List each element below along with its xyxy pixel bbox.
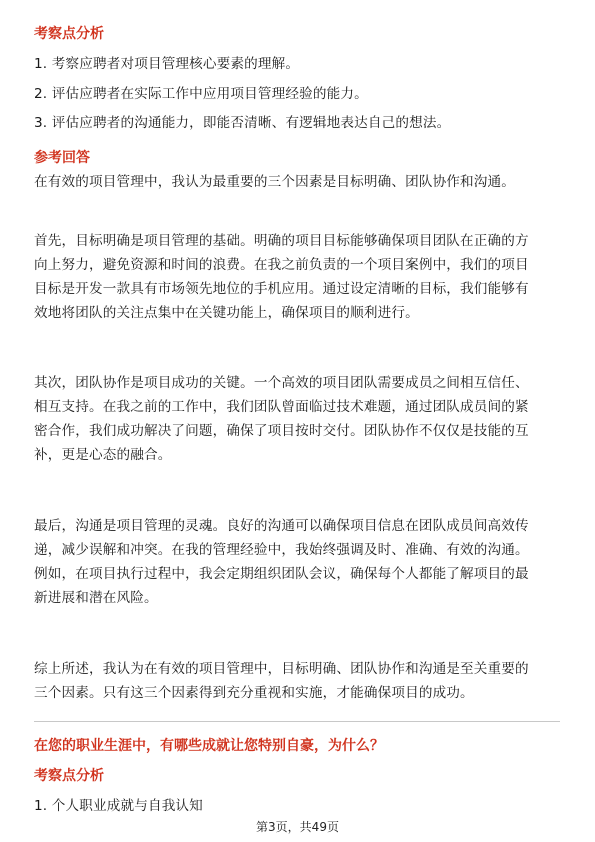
answer-paragraph-goal xyxy=(34,229,564,325)
paragraph-line: 综上所述，我认为在有效的项目管理中，目标明确、团队协作和沟通是至关重要的 xyxy=(34,661,529,677)
paragraph-line: 最后，沟通是项目管理的灵魂。良好的沟通可以确保项目信息在团队成员间高效传 xyxy=(34,518,529,534)
paragraph-line: 目标是开发一款具有市场领先地位的手机应用。通过设定清晰的目标，我们能够有 xyxy=(34,281,529,297)
answer-heading: 参考回答 xyxy=(34,150,90,166)
analysis-heading: 考察点分析 xyxy=(34,26,104,42)
paragraph-line: 例如，在项目执行过程中，我会定期组织团队会议，确保每个人都能了解项目的最 xyxy=(34,566,529,582)
analysis-item: 2. 评估应聘者在实际工作中应用项目管理经验的能力。 xyxy=(34,86,368,102)
paragraph-line: 相互支持。在我之前的工作中，我们团队曾面临过技术难题，通过团队成员间的紧 xyxy=(34,399,529,415)
paragraph-line: 新进展和潜在风险。 xyxy=(34,590,158,606)
analysis-item: 1. 考察应聘者对项目管理核心要素的理解。 xyxy=(34,56,300,72)
paragraph-line: 递，减少误解和冲突。在我的管理经验中，我始终强调及时、准确、有效的沟通。 xyxy=(34,542,529,558)
paragraph-line: 其次，团队协作是项目成功的关键。一个高效的项目团队需要成员之间相互信任、 xyxy=(34,375,529,391)
answer-paragraph-communication xyxy=(34,514,564,610)
paragraph-line: 补，更是心态的融合。 xyxy=(34,447,172,463)
paragraph-line: 向上努力，避免资源和时间的浪费。在我之前负责的一个项目案例中，我们的项目 xyxy=(34,257,529,273)
answer-paragraph-teamwork xyxy=(34,371,564,467)
paragraph-line: 首先，目标明确是项目管理的基础。明确的项目目标能够确保项目团队在正确的方 xyxy=(34,233,529,249)
question-heading: 在您的职业生涯中，有哪些成就让您特别自豪，为什么？ xyxy=(34,738,384,754)
section-divider xyxy=(34,721,560,722)
analysis-item: 3. 评估应聘者的沟通能力，即能否清晰、有逻辑地表达自己的想法。 xyxy=(34,115,451,131)
paragraph-line: 三个因素。只有这三个因素得到充分重视和实施，才能确保项目的成功。 xyxy=(34,685,474,701)
answer-paragraph-intro xyxy=(34,170,564,194)
answer-paragraph-summary xyxy=(34,657,564,705)
analysis-item: 1. 个人职业成就与自我认知 xyxy=(34,798,203,814)
paragraph-line: 密合作，我们成功解决了问题，确保了项目按时交付。团队协作不仅仅是技能的互 xyxy=(34,423,529,439)
analysis-heading: 考察点分析 xyxy=(34,768,104,784)
paragraph-line: 在有效的项目管理中，我认为最重要的三个因素是目标明确、团队协作和沟通。 xyxy=(34,174,516,190)
page-number: 第3页，共49页 xyxy=(256,820,339,834)
paragraph-line: 效地将团队的关注点集中在关键功能上，确保项目的顺利进行。 xyxy=(34,305,419,321)
